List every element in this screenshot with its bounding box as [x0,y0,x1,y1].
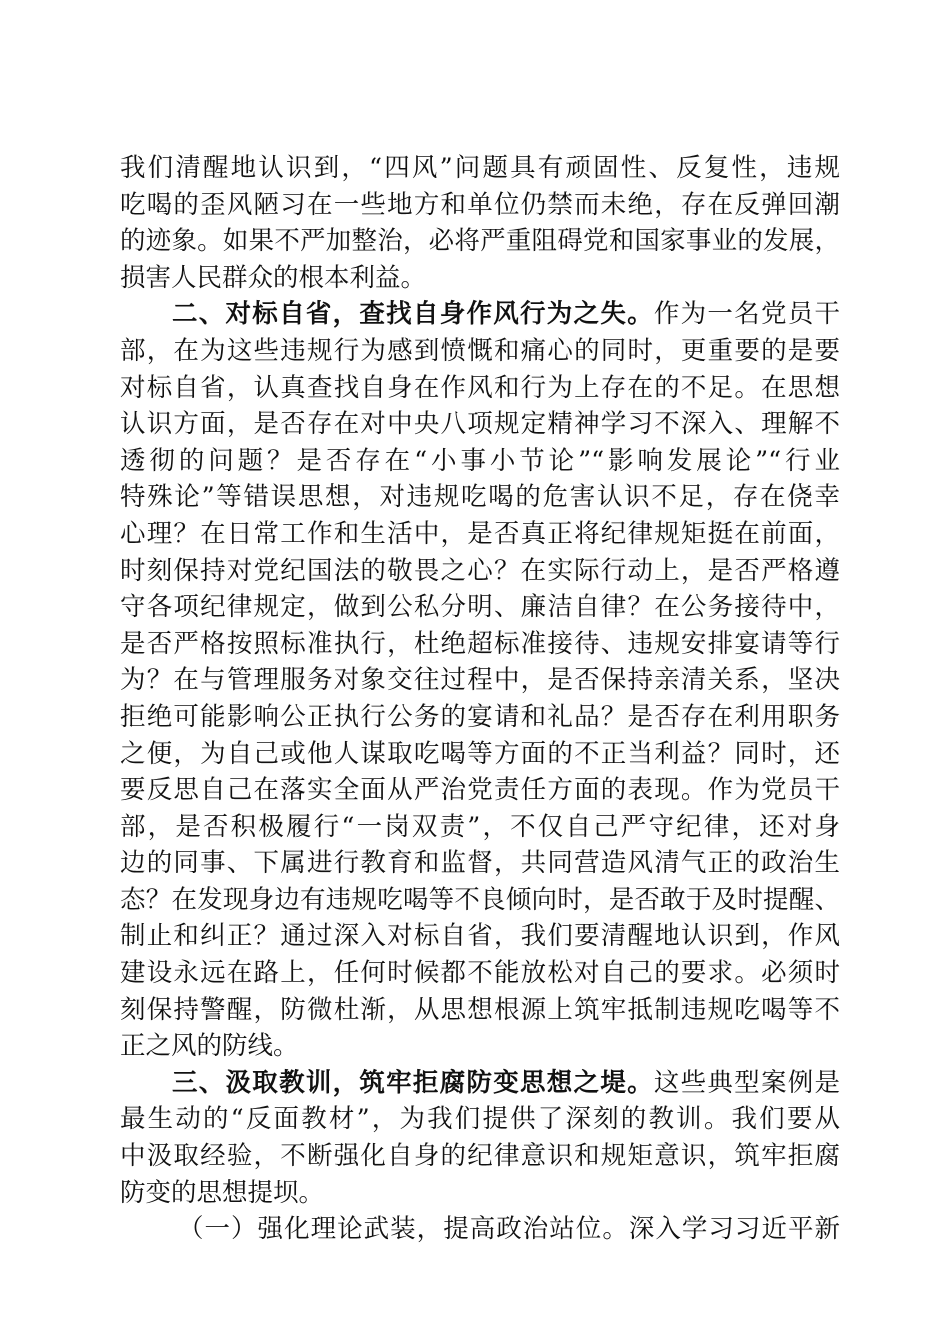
text-line: 之便，为自己或他人谋取吃喝等方面的不正当利益？同时，还 [120,738,840,769]
text-line: 透彻的问题？是否存在“小事小节论”“影响发展论”“行业 [120,445,840,476]
text-line: 时刻保持对党纪国法的敬畏之心？在实际行动上，是否严格遵 [120,555,840,586]
document-body [120,150,840,1248]
text-line: 吃喝的歪风陋习在一些地方和单位仍禁而未绝，存在反弹回潮 [120,189,840,220]
text-line: 守各项纪律规定，做到公私分明、廉洁自律？在公务接待中， [120,592,840,623]
text-line: 刻保持警醒，防微杜渐，从思想根源上筑牢抵制违规吃喝等不 [120,994,840,1025]
text-line: 防变的思想提坝。 [120,1177,325,1208]
text-line: 认识方面，是否存在对中央八项规定精神学习不深入、理解不 [120,409,840,440]
section-2-first-line-text: 作为一名党员干 [653,299,840,330]
subsection-1 [120,1211,840,1248]
text-line: 中汲取经验，不断强化自身的纪律意识和规矩意识，筑牢拒腐 [120,1141,840,1172]
text-line: 要反思自己在落实全面从严治党责任方面的表现。作为党员干 [120,775,840,806]
text-line: 为？在与管理服务对象交往过程中，是否保持亲清关系，坚决 [120,665,840,696]
text-line: 正之风的防线。 [120,1031,299,1062]
section-3 [120,1065,840,1211]
text-line: 对标自省，认真查找自身在作风和行为上存在的不足。在思想 [120,372,840,403]
section-3-first-line-text: 这些典型案例是 [653,1067,840,1098]
text-line: 部，在为这些违规行为感到愤慨和痛心的同时，更重要的是要 [120,335,840,366]
section-2-first-line [120,296,840,333]
text-line: 拒绝可能影响公正执行公务的宴请和礼品？是否存在利用职务 [120,701,840,732]
text-line: 制止和纠正？通过深入对标自省，我们要清醒地认识到，作风 [120,921,840,952]
text-line: 心理？在日常工作和生活中，是否真正将纪律规矩挺在前面， [120,518,840,549]
text-line: 边的同事、下属进行教育和监督，共同营造风清气正的政治生 [120,848,840,879]
section-3-heading: 三、汲取教训，筑牢拒腐防变思想之堤。 [172,1067,654,1098]
section-3-first-line [120,1065,840,1102]
subsection-1-line: （一）强化理论武装，提高政治站位。深入学习习近平新 [178,1214,840,1245]
paragraph-1 [120,150,840,296]
text-line: 损害人民群众的根本利益。 [120,262,427,293]
text-line: 部，是否积极履行“一岗双责”，不仅自己严守纪律，还对身 [120,811,840,842]
text-line: 态？在发现身边有违规吃喝等不良倾向时，是否敢于及时提醒、 [120,884,840,915]
text-line: 最生动的“反面教材”，为我们提供了深刻的教训。我们要从 [120,1104,840,1135]
text-line: 的迹象。如果不严加整治，必将严重阻碍党和国家事业的发展， [120,226,840,257]
text-line: 特殊论”等错误思想，对违规吃喝的危害认识不足，存在侥幸 [120,482,840,513]
text-line: 是否严格按照标准执行，杜绝超标准接待、违规安排宴请等行 [120,628,840,659]
section-2 [120,296,840,1064]
text-line: 建设永远在路上，任何时候都不能放松对自己的要求。必须时 [120,958,840,989]
section-2-heading: 二、对标自省，查找自身作风行为之失。 [172,299,654,330]
text-line: 我们清醒地认识到，“四风”问题具有顽固性、反复性，违规 [120,153,840,183]
